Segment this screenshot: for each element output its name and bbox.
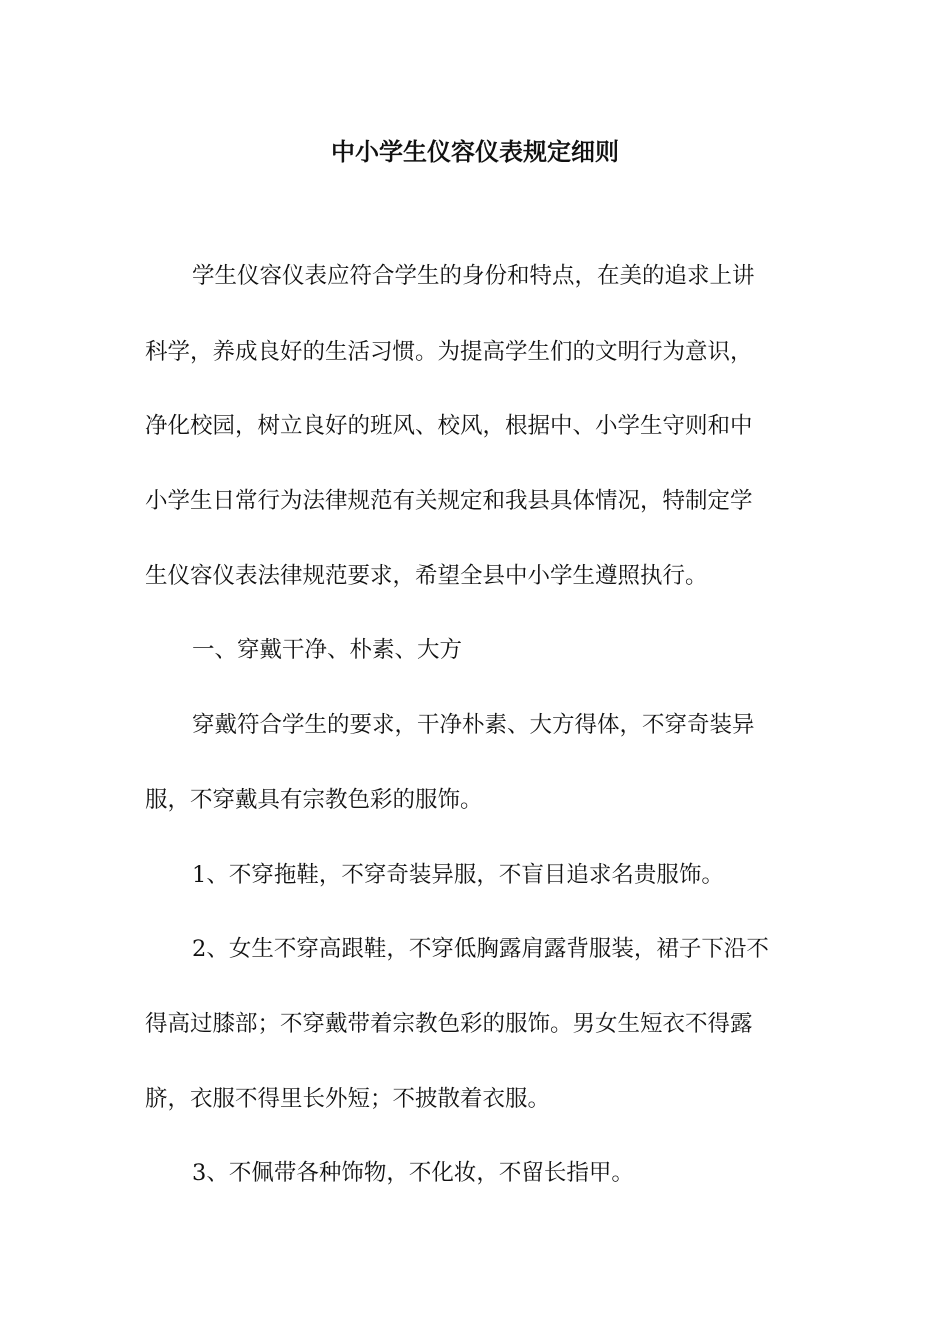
paragraph-line: 得高过膝部；不穿戴带着宗教色彩的服饰。男女生短衣不得露 [145,1011,753,1037]
paragraph-line: 学生仪容仪表应符合学生的身份和特点，在美的追求上讲 [192,263,755,289]
paragraph-line: 穿戴符合学生的要求，干净朴素、大方得体，不穿奇装异 [192,712,755,738]
list-item-2: 2、女生不穿高跟鞋，不穿低胸露肩露背服装，裙子下沿不 [192,936,769,962]
paragraph-line: 脐，衣服不得里长外短；不披散着衣服。 [145,1086,551,1112]
list-item-3: 3、不佩带各种饰物，不化妆，不留长指甲。 [192,1160,634,1186]
document-title: 中小学生仪容仪表规定细则 [331,137,619,166]
paragraph-line: 科学，养成良好的生活习惯。为提高学生们的文明行为意识， [145,339,753,365]
paragraph-line: 净化校园，树立良好的班风、校风，根据中、小学生守则和中 [145,413,753,439]
section-heading: 一、穿戴干净、朴素、大方 [192,637,463,663]
paragraph-line: 小学生日常行为法律规范有关规定和我县具体情况，特制定学 [145,488,753,514]
paragraph-line: 服，不穿戴具有宗教色彩的服饰。 [145,787,483,813]
paragraph-line: 生仪容仪表法律规范要求，希望全县中小学生遵照执行。 [145,563,708,589]
list-item-1: 1、不穿拖鞋，不穿奇装异服，不盲目追求名贵服饰。 [192,862,724,888]
